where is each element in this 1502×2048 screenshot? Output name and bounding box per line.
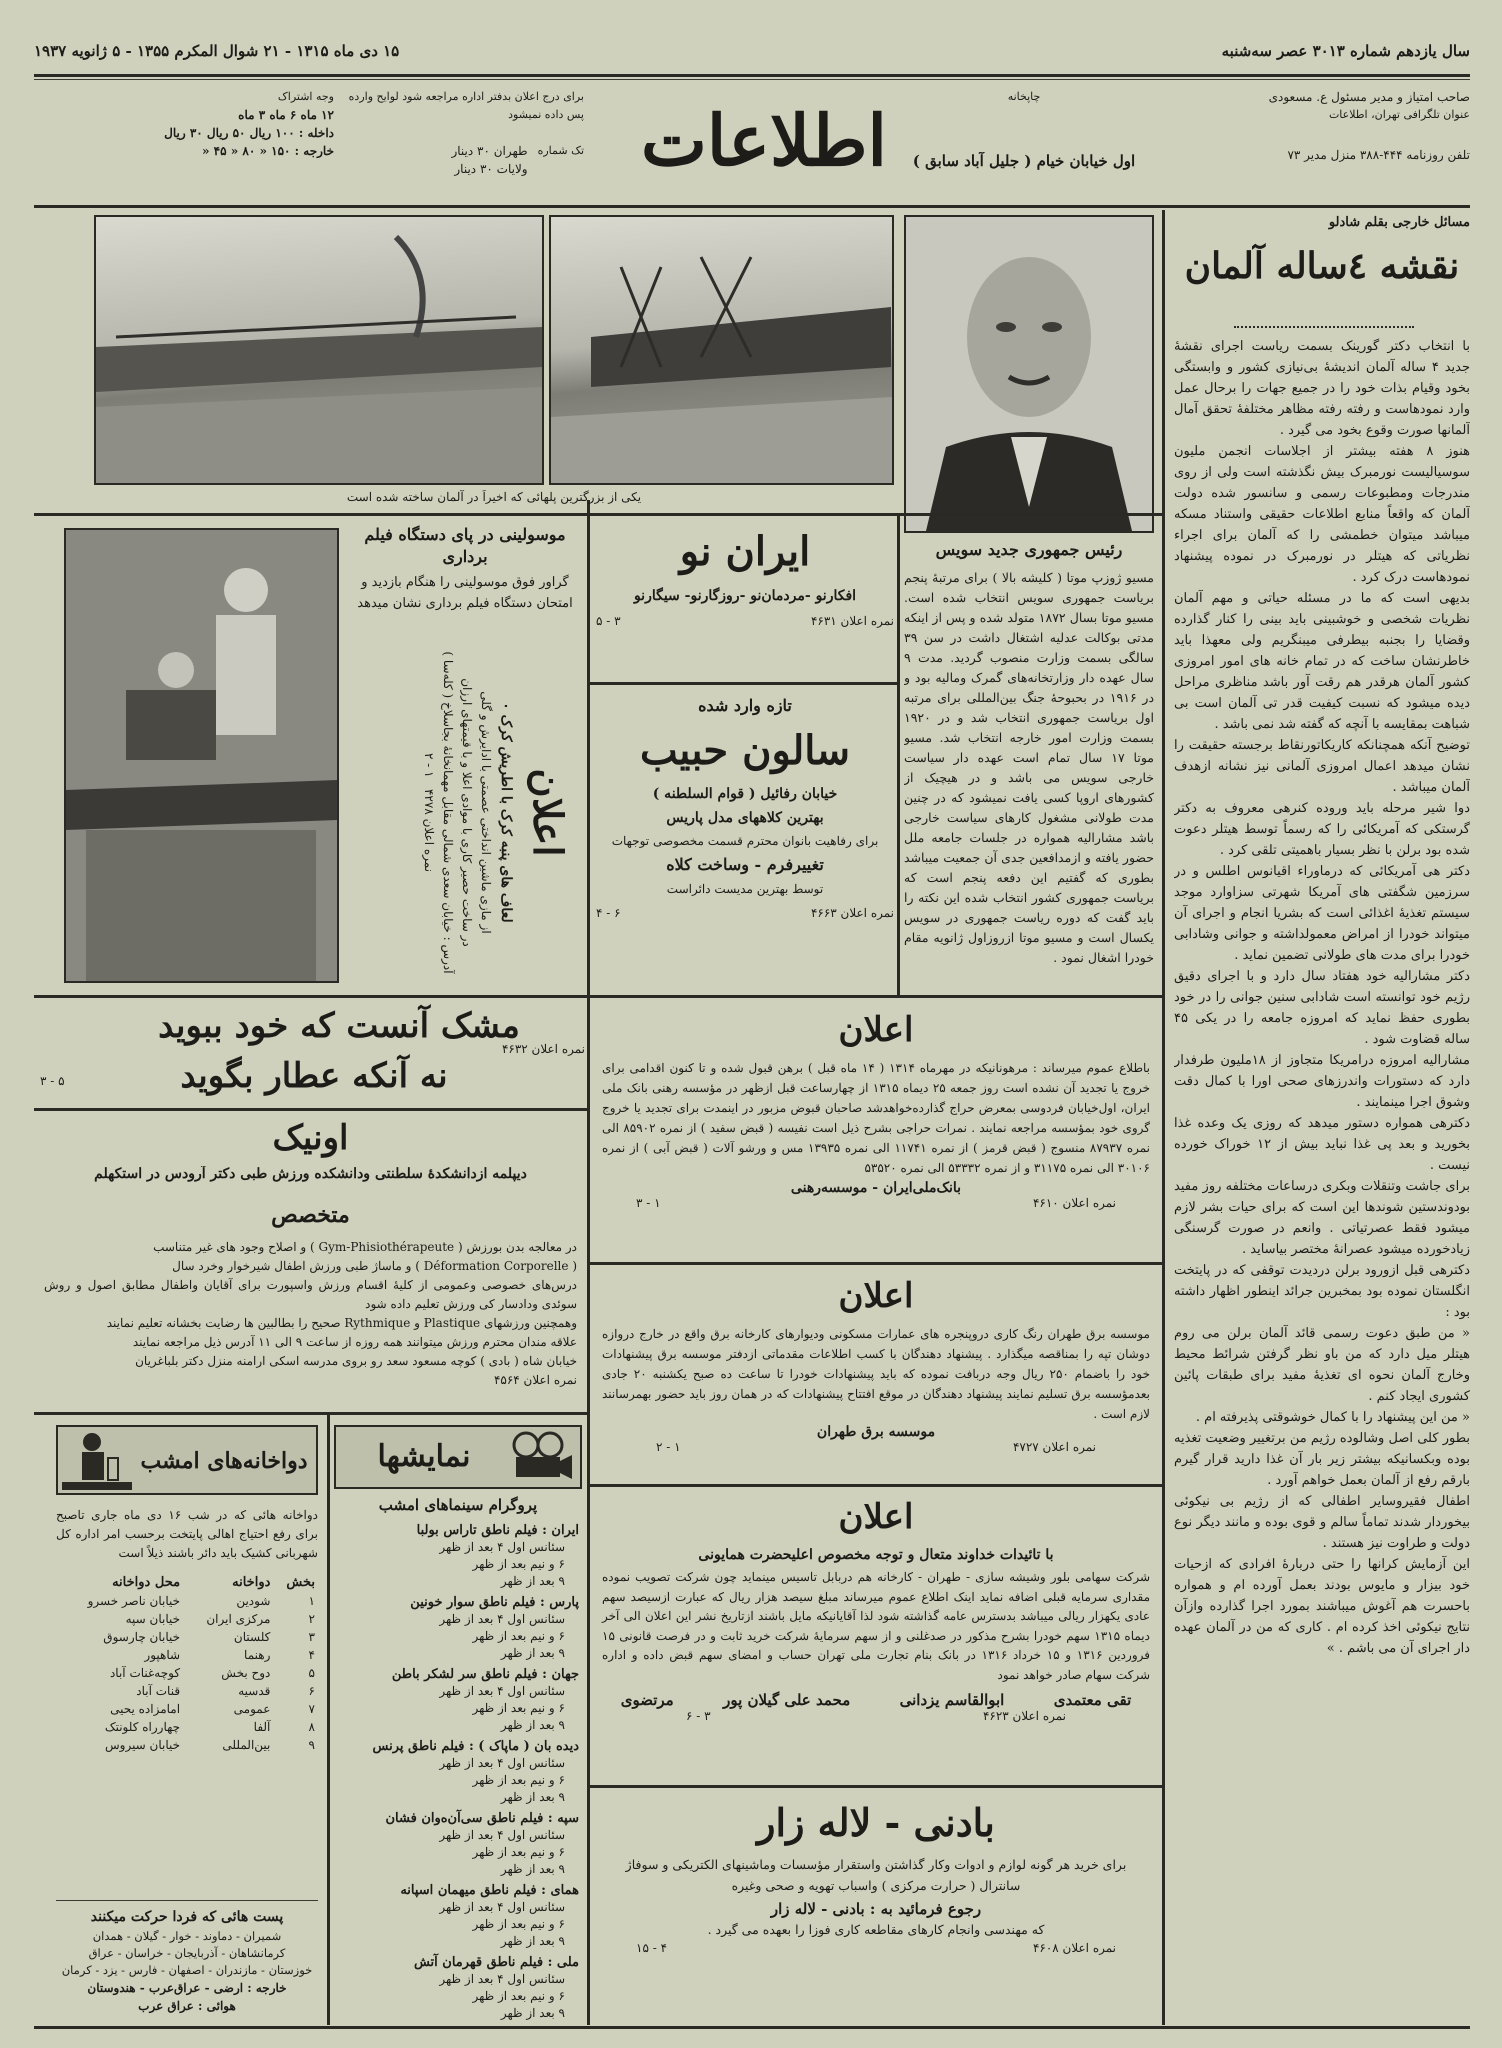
germany-title: نقشه ٤ساله آلمان xyxy=(1184,245,1460,287)
pharmacy-col-location: محل دواخانه xyxy=(112,1575,181,1590)
germany-body xyxy=(1174,336,1470,2026)
germany-p9: دکترهی همواره دستور میدهد که روزی یک وعده غذا بخورید و بعد پی غذا نباید بیش از ۱۲ خوراک خورده نیست . xyxy=(1174,1116,1470,1173)
salon-line2: برای رفاهیت بانوان محترم قسمت مخصوصی توجهات xyxy=(611,834,879,848)
barq-ad xyxy=(596,1268,1156,1478)
cinema-session: سئانس اول ۴ بعد از ظهر xyxy=(439,1972,565,1986)
cinema-session: ۶ و نیم بعد از ظهر xyxy=(472,1845,565,1859)
unik-b2: ( Déformation Corporelle ) و ماساژ طبی ورزش اطفال شیرخوار وخرد سال xyxy=(172,1259,577,1273)
post-title: پست هائی که فردا حرکت میکنند xyxy=(90,1909,284,1925)
cinema-session: سئانس اول ۴ بعد از ظهر xyxy=(439,1540,565,1554)
cinema-name: جهان : فیلم ناطق سر لشکر باطن xyxy=(391,1667,579,1682)
cinema-name: همای : فیلم ناطق میهمان اسپانه xyxy=(400,1883,579,1898)
date-line: ۱۵ دی ماه ۱۳۱۵ - ۲۱ شوال المکرم ۱۳۵۵ - ۵ ژانویه ۱۹۳۷ xyxy=(34,42,400,60)
bridge-construction-illustration xyxy=(96,217,542,483)
barq-ad-code: ۱ - ۲ xyxy=(656,1440,681,1454)
pharmacy-district: ۵ xyxy=(308,1666,315,1680)
barq-ad-title: اعلان xyxy=(838,1276,914,1316)
musk-num: نمره اعلان ۴۶۳۲ xyxy=(501,1042,585,1056)
vertical-ad-num: نمره اعلان ۴۲۷۸ xyxy=(422,788,436,873)
cinema-session: ۶ و نیم بعد از ظهر xyxy=(472,1989,565,2003)
pharmacy-location: شاهپور xyxy=(144,1648,181,1662)
telegraph-line: عنوان تلگرافی تهران، اطلاعات xyxy=(1328,108,1470,121)
pharmacy-row xyxy=(56,1592,318,1610)
swiss-caption: رئیس جمهوری جدید سویس xyxy=(935,540,1123,559)
vertical-ad-title: اعلان xyxy=(524,768,571,857)
cinema-list xyxy=(339,1522,579,2022)
phone-line: تلفن روزنامه ۴۴۴-۳۸۸ منزل مدیر ۷۳ xyxy=(1287,148,1470,162)
pharmacy-banner xyxy=(56,1425,318,1495)
germany-p6: دکتر هی آمریکائی که درماوراء اقیانوس اطلس و در سرزمین شگفتی های آمریکا شهرتی سزاوارد موجد سیستم تغذیهٔ اغذائی است که بشریا انجام و اجرای آن میتواند خودرا از امراض معمولداشته و جوانی وشادابی خودرا برای مدت های طولانی تضمین نماید . xyxy=(1174,864,1470,963)
cinema-name: پارس : فیلم ناطق سوار خونین xyxy=(410,1595,579,1610)
subscription-block xyxy=(44,88,334,188)
post-line5: هوائی : عراق عرب xyxy=(138,1999,236,2013)
unik-body xyxy=(44,1238,577,1408)
germany-p15: اطفال فقیروسایر اطفالی که از رژیم بی نیکوئی بیخوردار شدند تماماً سالم و قوی بوده و مانند دیگر نوع دولت و طراوت نیز هستند . xyxy=(1174,1494,1470,1551)
projector-icon xyxy=(504,1427,574,1487)
pharmacy-location: خیابان ناصر خسرو xyxy=(87,1594,181,1608)
cinema-name: سپه : فیلم ناطق سی‌آن‌ه‌وان فشان xyxy=(385,1811,579,1826)
germany-p5: دوا شیر مرحله باید وروده کنرهی معروف به دکتر گرستکی که آمریکائی را که رسماً توسط هیتلر دعوت شده بود برلن با نظر بسیار باهمیتی تلقی کرد . xyxy=(1174,801,1470,858)
badani-ref: رجوع فرمائید به : بادنی - لاله زار xyxy=(770,1900,982,1918)
salon-code: ۶ - ۴ xyxy=(596,906,621,920)
cinema-session: ۶ و نیم بعد از ظهر xyxy=(472,1629,565,1643)
cinema-banner-text: نمایشها xyxy=(377,1439,471,1474)
badani-code: ۴ - ۱۵ xyxy=(636,1941,668,1955)
bridge-caption: یکی از بزرگترین پلهائی که اخیراً در آلمان ساخته شده است xyxy=(346,490,642,504)
germany-p12: « من طبق دعوت رسمی قائد آلمان برلن می روم هیتلر میل دارد که من باو نظر گرفتن شرائط محیط وخارج آلمان نحوه ای تغذیهٔ مفید برای طبقات پائین کشوری ایجاد کنم . xyxy=(1174,1326,1470,1404)
post-block xyxy=(56,1906,318,2024)
glass-ad xyxy=(596,1490,1156,1780)
pharmacy-district: ۲ xyxy=(308,1612,315,1626)
bank-ad-sign: بانک‌ملی‌ایران - موسسه‌رهنی xyxy=(790,1180,962,1196)
germany-kicker: مسائل خارجی بقلم شادلو xyxy=(1328,215,1470,230)
bridge-photo-right xyxy=(549,215,894,485)
germany-p10: برای جاشت وتنقلات وبکری درساعات مختلفه روز مفید بودوندستین شوندها این است که برای حیات بشر لازم میشود فقط عصرتیاتی . وانعم در صورت گرسنگی زیادخورده میشود عصرانهٔ مختصر بیاساید . xyxy=(1174,1179,1470,1257)
pharmacy-district: ۴ xyxy=(308,1648,315,1662)
pharmacy-location: خیابان سپه xyxy=(125,1612,181,1626)
pharmacy-table xyxy=(56,1574,318,1754)
unik-b4: وهمچنین ورزشهای Plastique و Rythmique صحیح را بطالبین ها رضایت بخشانه تعلیم نمایند xyxy=(106,1316,577,1330)
cinema-session: ۶ و نیم بعد از ظهر xyxy=(472,1917,565,1931)
pharmacy-col-name: دواخانه xyxy=(232,1575,271,1590)
cinema-item xyxy=(339,1882,579,1950)
pharmacy-name: بین‌المللی xyxy=(222,1738,271,1752)
print-label: چاپخانه xyxy=(1007,90,1041,103)
pharmacy-row xyxy=(56,1700,318,1718)
pharmacy-rows xyxy=(56,1592,318,1754)
bank-ad-code: ۱ - ۳ xyxy=(636,1196,661,1210)
barq-ad-sign: موسسه برق طهران xyxy=(816,1424,936,1440)
sub-head: ۱۲ ماه ۶ ماه ۳ ماه xyxy=(238,108,334,122)
salon-habib-ad xyxy=(596,692,894,992)
cinema-item xyxy=(339,1810,579,1878)
badani-ad xyxy=(596,1792,1156,2024)
iran-no-sub: افکارنو -مردمان‌نو -روزگارنو- سیگارنو xyxy=(633,588,857,604)
unik-b5: علاقه مندان محترم ورزش میتوانند همه روزه از ساعت ۹ الی ۱۱ آدرس ذیل مراجعه نمایند xyxy=(132,1335,577,1349)
vertical-ad-code: ۱ - ۲ xyxy=(422,752,436,778)
germany-p4: توضیح آنکه همچنانکه کاریکاتورنقاط برجسته حقیقت را نشان میدهد اعمال امروزی آلمانی نیز نشانه ازهدف آلمان میباشد . xyxy=(1174,738,1470,795)
post-line1: شمیران - دماوند - خوار - گیلان - همدان xyxy=(92,1929,282,1943)
price-label: تک شماره xyxy=(537,144,584,157)
unik-b3: درس‌های خصوصی وعمومی از کلیهٔ اقسام ورزش واسپورت برای آقایان واطفال مطابق اصول و روش سوئدی ودادسار کی ورزش تعلیم داده شود xyxy=(44,1278,577,1311)
glass-ad-sig4: مرتضوی xyxy=(620,1691,674,1709)
cinema-name: ایران : فیلم ناطق تاراس بولبا xyxy=(416,1523,579,1538)
unik-b1: در معالجه بدن بورزش ( Gym-Phisiothérapeute ) و اصلاح وجود های غیر متناسب xyxy=(153,1240,577,1254)
glass-ad-body: شرکت سهامی بلور وشیشه سازی - طهران - کارخانه هم دربابل تاسیس مینماید چون شرکت تصویب نموده مقداری سرمایه قبلی اضافه نماید اینک اطلاع عموم میرساند مبلغ سیصد هزار ریال که عبارت ازسیصد سهم عادی یکهزار ریالی میباشد بدسترس عامه گذاشته شود لذا آقایانیکه مایل باشند ازتاریخ نشر این اعلان الی آخر دیماه ۱۳۱۵ سهم خودرا بشرح مذکور در صدغلنی و از سهم سرمایهٔ شرکت خرید ثابت و در فرصت قانونی ۱۵ فروردین ۱۳۱۶ و ۱۵ خرداد ۱۳۱۶ در بانک بنام تجارت ملی تهران حساب و امضای سهم قبض داده و اداره شرکت سهام صادر خواهد نمود xyxy=(602,1570,1150,1682)
post-line2: کرمانشاهان - آذربایجان - خراسان - عراق xyxy=(88,1946,286,1960)
cinema-session: سئانس اول ۴ بعد از ظهر xyxy=(439,1612,565,1626)
iran-no-title: ایران نو xyxy=(679,528,811,575)
badani-note: که مهندسی وانجام کارهای مقاطعه کاری فوزا را بعهده می گیرد . xyxy=(707,1922,1045,1937)
pharmacy-district: ۱ xyxy=(308,1594,315,1608)
unik-title: اونیک xyxy=(272,1118,349,1158)
pharmacy-location: قنات آباد xyxy=(136,1684,181,1698)
masthead-title: اطلاعات xyxy=(641,99,887,182)
portrait-illustration xyxy=(906,217,1152,531)
bank-ad xyxy=(596,1002,1156,1257)
glass-ad-sig2: ابوالقاسم یزدانی xyxy=(899,1691,1005,1709)
vertical-ad-line3: در ساخت حصیر کاری با موادی اعلا و با قیمتهای ارزان xyxy=(460,678,474,947)
price-tehran: طهران ۳۰ دینار xyxy=(451,144,528,158)
pharmacy-location: چهارراه کلونتک xyxy=(104,1720,181,1734)
pharmacy-name: عمومی xyxy=(233,1702,271,1716)
ad-note: برای درج اعلان بدفتر اداره مراجعه شود لوایح وارده پس داده نمیشود xyxy=(348,90,584,121)
pharmacy-row xyxy=(56,1610,318,1628)
cinema-name: ملی : فیلم ناطق قهرمان آتش xyxy=(413,1955,579,1970)
badani-title: بادنی - لاله زار xyxy=(757,1800,995,1845)
germany-p7: دکتر مشارالیه خود هفتاد سال دارد و با اجرای دقیق رژیم خود توانسته است شادابی سنین جوانی را در خود بطوری حفظ نماید که امروزه جامعه را در یکی ۴۵ ساله قضاوت شود . xyxy=(1174,969,1470,1047)
unik-b6: خیابان شاه ( بادی ) کوچه مسعود سعد رو بروی مدرسه اسکی ارامنه منزل دکتر بلباغریان xyxy=(135,1354,577,1368)
cinema-name: دیده بان ( ماپاک ) : فیلم ناطق پرنس xyxy=(372,1739,579,1754)
pharmacy-name: رهنما xyxy=(244,1648,271,1662)
iran-no-code: ۳ - ۵ xyxy=(596,614,621,628)
sub-domestic: داخله : ۱۰۰ ریال ۵۰ ریال ۳۰ ریال xyxy=(164,126,334,140)
issue-line: سال یازدهم شماره ۳۰۱۳ عصر سه‌شنبه xyxy=(1221,42,1470,60)
badani-num: نمره اعلان ۴۶۰۸ xyxy=(1032,1941,1116,1955)
cinema-item xyxy=(339,1666,579,1734)
pharmacy-name: کلستان xyxy=(233,1630,271,1644)
barq-ad-body: موسسه برق طهران رنگ کاری دروپنجره های عمارات مسکونی ودیوارهای کارخانه برق واقع در خارج دروازه دوشان تپه را بمناقصه میگذارد . پیشنهاد دهندگان با کسب اطلاعات مقدماتی ازدفتر موسسه برق پیشنهادات خود را باضمام ۲۵۰ ریال وجه دربافت نموده که باید پیشنهادات خودرا تا ساعت ده صبح یکشنبه ۲۰ جادی بعدمؤسسه برق تسلیم نمایند پیشنهاد دهندگان در موقع افتتاح پیشنهادات که در همان روز باید حضور بهمرسانند لازم است . xyxy=(602,1327,1151,1421)
post-line3: خوزستان - مازندران - اصفهان - فارس - یزد - کرمان xyxy=(61,1963,313,1977)
glass-ad-title: اعلان xyxy=(838,1497,914,1537)
unik-spec: متخصص xyxy=(271,1202,350,1228)
bank-ad-num: نمره اعلان ۴۶۱۰ xyxy=(1032,1196,1116,1210)
pharmacy-row xyxy=(56,1718,318,1736)
pharmacy-row xyxy=(56,1628,318,1646)
pharmacy-district: ۶ xyxy=(308,1684,315,1698)
pharmacy-location: خیابان چارسوق xyxy=(103,1630,181,1644)
cinema-session: ۶ و نیم بعد از ظهر xyxy=(472,1701,565,1715)
germany-p16: این آزمایش کرانها را حتی دربارهٔ افرادی که ازحیات خود بیزار و مایوس بودند بعمل آورده ام و همواره باحسرت هم آغوش میباشند بمورد اجرا گذارده وازآن نتایج نیکوئی اخذ کرده ام . کاری که من در آلمان عهده دار اجرای آن می باشم . » xyxy=(1174,1557,1470,1656)
pharmacy-district: ۸ xyxy=(308,1720,315,1734)
germany-p14: بطور کلی اصل وشالوده رژیم من برتغییر وضعیت تغذیه بوده وبکسانیکه بیشتر زیر بار آن غذا دارید قرار گیرم بارقم رفع از آلمان بعمل خواهم آورد . xyxy=(1174,1431,1470,1488)
cinema-session: سئانس اول ۴ بعد از ظهر xyxy=(439,1756,565,1770)
vertical-ad-line2: از مازی ماشین انداختی عصمتی با ادایرش و گلی xyxy=(479,691,493,934)
pharmacy-table-wrap xyxy=(56,1574,318,1904)
owner-block xyxy=(1184,88,1470,178)
pharmacy-intro: دواخانه هائی که در شب ۱۶ دی ماه جاری تاصبح برای رفع احتیاج اهالی پایتخت برحسب امر اداره کل شهربانی کشیک باید دائر باشند ذیلاً است xyxy=(56,1508,318,1560)
iran-no-num: نمره اعلان ۴۶۳۱ xyxy=(810,614,894,628)
sub-label: وجه اشتراک xyxy=(277,90,334,103)
newspaper-page xyxy=(34,40,1470,2030)
glass-ad-sig3: محمد علی گیلان پور xyxy=(723,1691,851,1709)
pharmacy-name: قدسیه xyxy=(238,1684,271,1698)
pharmacy-row xyxy=(56,1664,318,1682)
cinema-item xyxy=(339,1522,579,1590)
film-crew-illustration xyxy=(66,530,337,981)
germany-p3: بدیهی است که ما در مسئله حیاتی و مهم آلمان نظریات شخصی و خوشبینی باید بینی را کنار گذارده وقضایا را بجنبه بیطرفی میبنگریم ولی معهذا باید خاطرنشان ساخت که در تمام خانه های امور امروزی کشور آلمان هرقدر هم رقت آور باشد مناظری مراحل دیده میشود که نسبت کیفیت قدر تی آلمان است بی شباهت بمقایسه با آنچه که گفته شد نمی باشد . xyxy=(1174,591,1470,732)
pharmacy-row xyxy=(56,1682,318,1700)
salon-kicker: تازه وارد شده xyxy=(698,696,792,715)
iran-no-ad xyxy=(596,520,894,675)
pharmacy-row xyxy=(56,1736,318,1754)
cinema-session: ۹ بعد از ظهر xyxy=(500,1646,565,1660)
bank-ad-body: باطلاع عموم میرساند : مرهونانیکه در مهرماه ۱۳۱۴ ( ۱۴ ماه قبل ) برهن قبول شده و تا کنون اقدامی برای خروج یا تجدید آن نشده است روز جمعه ۲۵ دیماه ۱۳۱۵ از چهارساعت قبل ازظهر در مؤسسه رهنی بانک ملی ایران، اول‌خیابان فردوسی بمعرض حراج گذارده‌خواهدشد صاحبان قبوض مزبور در اینمدت برای تجدید یا خروج گروی خود بمؤسسه مراجعه نمایند . نمرات حراجی بشرح ذیل است نفیسه ( قبض سفید ) از نمره ۸۵۹۰۲ الی نمره ۸۷۹۳۷ منسوج ( قبض قرمز ) از نمره ۱۱۷۴۱ الی نمره ۱۳۹۳۵ مس و ورشو آلات ( قبض آبی ) از نمره ۳۰۱۰۶ الی نمره ۳۱۱۷۵ و از نمره ۵۳۳۳۲ الی نمره ۵۳۵۲۰ xyxy=(602,1061,1151,1175)
pharmacy-district: ۹ xyxy=(308,1738,315,1752)
cinema-session: ۹ بعد از ظهر xyxy=(500,1790,565,1804)
price-block xyxy=(344,88,584,188)
vertical-ad-line4: آدرس : خیابان سعدی شمالی مقابل مهمانخانهٔ بجاسلاخ ( کله‌سا ) xyxy=(441,651,455,974)
mussolini-title: موسولینی در پای دستگاه فیلم برداری xyxy=(364,525,566,566)
pharmacy-row xyxy=(56,1646,318,1664)
pharmacy-district: ۳ xyxy=(308,1630,315,1644)
unik-num: نمره اعلان ۴۵۶۴ xyxy=(493,1373,577,1387)
sub-foreign: خارجه : ۱۵۰ « ۸۰ « ۴۵ « xyxy=(201,144,334,158)
address-line: اول خیابان خیام ( جلیل آباد سابق ) xyxy=(912,152,1136,170)
musk-line2: نه آنکه عطار بگوید xyxy=(180,1056,448,1096)
cinema-session: ۶ و نیم بعد از ظهر xyxy=(472,1773,565,1787)
barq-ad-num: نمره اعلان ۴۷۲۷ xyxy=(1012,1440,1096,1454)
cinema-banner xyxy=(334,1425,582,1489)
glass-ad-sub: با تائیدات خداوند متعال و توجه مخصوص اعلیحضرت همایونی xyxy=(698,1547,1054,1563)
salon-title: سالون حبیب xyxy=(640,727,850,774)
pharmacy-name: مرکزی ایران xyxy=(206,1612,271,1626)
salon-line3: تغییرفرم - وساخت کلاه xyxy=(666,855,824,874)
cinema-session: سئانس اول ۴ بعد از ظهر xyxy=(439,1684,565,1698)
swiss-body: مسیو ژوزپ موتا ( کلیشه بالا ) برای مرتبهٔ پنجم بریاست جمهوری سویس انتخاب شده است. مسیو موتا بسال ۱۸۷۲ متولد شده و پس از اینکه مدتی بوکالت عدلیه اشتغال داشت در سن ۳۹ سالگی بسمت وزارت منصوب گردید. مدت ۹ سال عهده دار وزارتخانه‌های گمرک ومالیه بود و در ۱۹۱۶ در بحبوحهٔ جنگ بین‌المللی برای مرتبه اول بریاست جمهوری انتخاب شد و در ۱۹۲۰ بسمت وزارت امور خارجه انتخاب شد. مسیو موتا ۱۷ سال تمام است عهده دار سیاست خارجی سویس می باشد و در هیچیک از کشورهای اروپا کسی یافت نمیشود که در چنین مدت طولانی مشغول کارهای سیاست خارجی باشد مشارالیه همواره در جلسات جامعه ملل حضور یافته و ازمدافعین جدی آن جمعیت میباشد بطوری که گفتیم این دفعه پنجم است که بریاست جمهوری کشور انتخاب شده این نکته را باید گفت که دوره ریاست جمهوری در سویس یکسال است و مسیو موتا ازروزاول ژانویه مقام خودرا اشغال نمود . xyxy=(904,570,1154,965)
cinema-session: ۹ بعد از ظهر xyxy=(500,1934,565,1948)
pharmacy-location: کوچه‌غنات آباد xyxy=(109,1666,181,1680)
cinema-item xyxy=(339,1594,579,1662)
pharmacy-district: ۷ xyxy=(308,1702,315,1716)
mussolini-photo xyxy=(64,528,339,983)
swiss-president-photo xyxy=(904,215,1154,533)
musk-line1: مشک آنست که خود ببوید xyxy=(158,1006,520,1046)
pharmacy-name: آلفا xyxy=(253,1720,271,1734)
salon-num: نمره اعلان ۴۶۶۳ xyxy=(810,906,894,920)
germany-p13: « من این پیشنهاد را با کمال خوشوقتی پذیرفته ام . xyxy=(1195,1410,1470,1425)
glass-ad-code: ۳ - ۶ xyxy=(686,1709,711,1723)
pharmacy-name: شودین xyxy=(236,1594,271,1608)
pharmacy-location: خیابان سیروس xyxy=(105,1738,181,1752)
cinema-session: ۹ بعد از ظهر xyxy=(500,2006,565,2020)
cinema-session: ۹ بعد از ظهر xyxy=(500,1574,565,1588)
vertical-ad-line1: لعاف های پنبه کرک با اطریش کرک ۰ xyxy=(498,702,514,923)
cinema-session: ۶ و نیم بعد از ظهر xyxy=(472,1557,565,1571)
bridge-photo-left xyxy=(94,215,544,485)
post-line4: خارجه : ارضی - عراق‌عرب - هندوستان xyxy=(87,1981,287,1995)
cinema-session: ۹ بعد از ظهر xyxy=(500,1862,565,1876)
germany-p8: مشارالیه امروزه درامریکا متجاوز از ۱۸ملیون طرفدار دارد که دستورات واندرزهای صحی اورا با کمال دقت وشوق اجرا مینمایند . xyxy=(1174,1053,1470,1110)
vertical-ad xyxy=(359,640,577,985)
germany-p11: دکترهی قبل ازورود برلن دردیدت توقفی که در پایتخت انگلستان نموده بود بمخبرین جرائد اینطور اظهار داشته بود : xyxy=(1174,1263,1470,1320)
cinema-session: ۹ بعد از ظهر xyxy=(500,1718,565,1732)
salon-line1: بهترین کلاههای مدل پاریس xyxy=(666,810,824,826)
badani-body: برای خرید هر گونه لوازم و ادوات وکار گذاشتن واستقرار مؤسسات وماشینهای الکتریکی و سوفاژ سانترال ( حرارت مرکزی ) واسباب تهویه و صحی وغیره xyxy=(625,1857,1127,1893)
pharmacy-header-row xyxy=(56,1574,318,1592)
cinema-session: سئانس اول ۴ بعد از ظهر xyxy=(439,1828,565,1842)
steel-bridge-illustration xyxy=(551,217,892,483)
pharmacy-name: دوح بخش xyxy=(221,1666,271,1680)
salon-line4: توسط بهترین مدیست دائراست xyxy=(666,882,824,896)
germany-p1: با انتخاب دکتر گورینک بسمت ریاست اجرای نقشهٔ جدید ۴ ساله آلمان اندیشهٔ بی‌نیازی کشور و وابستگی بخود وقیام بذات خود را در جمیع جهات را برحال عمل وارد نمودهاست و رفته رفته مظاهر مختلفهٔ تحقق آمال آلمانها صورت وقوع بخود می گیرد . xyxy=(1174,339,1470,438)
owner-line: صاحب امتیاز و مدیر مسئول ع. مسعودی xyxy=(1268,90,1470,104)
cinema-title: پروگرام سینماهای امشب xyxy=(378,1496,538,1514)
musk-code: ۳ - ۵ xyxy=(40,1074,65,1088)
pharmacy-location: امامزاده یحیی xyxy=(110,1702,181,1716)
cinema-item xyxy=(339,1738,579,1806)
salon-address: خیابان رفائیل ( قوام السلطنه ) xyxy=(652,786,838,802)
mussolini-body: گراور فوق موسولینی را هنگام بازدید و امتحان دستگاه فیلم برداری نشان میدهد xyxy=(357,575,573,611)
pharmacist-icon xyxy=(62,1428,132,1494)
cinema-item xyxy=(339,1954,579,2022)
bank-ad-title: اعلان xyxy=(838,1010,914,1050)
germany-p2: هنوز ۸ هفته بیشتر از اجلاسات انجمن ملیون سوسیالیست نورمبرک بیش نگذشته است ولی از روی مندرجات ومطبوعات رسمی و سانسور شده دولت آلمان که واقعاً منابع اطلاعات حقیقی واستناد مسکه میباشد میتوان خطمشی را که آلمان برای اجراء نظریاتی که هیتلر در نورمبرک در نموده پیشنهاد نمودهاست درک کرد . xyxy=(1174,444,1470,585)
glass-ad-sig1: تقی معتمدی xyxy=(1053,1691,1132,1709)
glass-ad-num: نمره اعلان ۴۶۲۳ xyxy=(982,1709,1066,1723)
price-provinces: ولایات ۳۰ دینار xyxy=(454,162,528,176)
cinema-session: سئانس اول ۴ بعد از ظهر xyxy=(439,1900,565,1914)
pharmacy-banner-text: دواخانه‌های امشب xyxy=(140,1448,308,1474)
unik-sub: دیپلمه ازدانشکدهٔ سلطنتی ودانشکده ورزش طبی دکتر آرودس در استکهلم xyxy=(94,1166,527,1182)
pharmacy-col-district: بخش xyxy=(286,1575,315,1590)
